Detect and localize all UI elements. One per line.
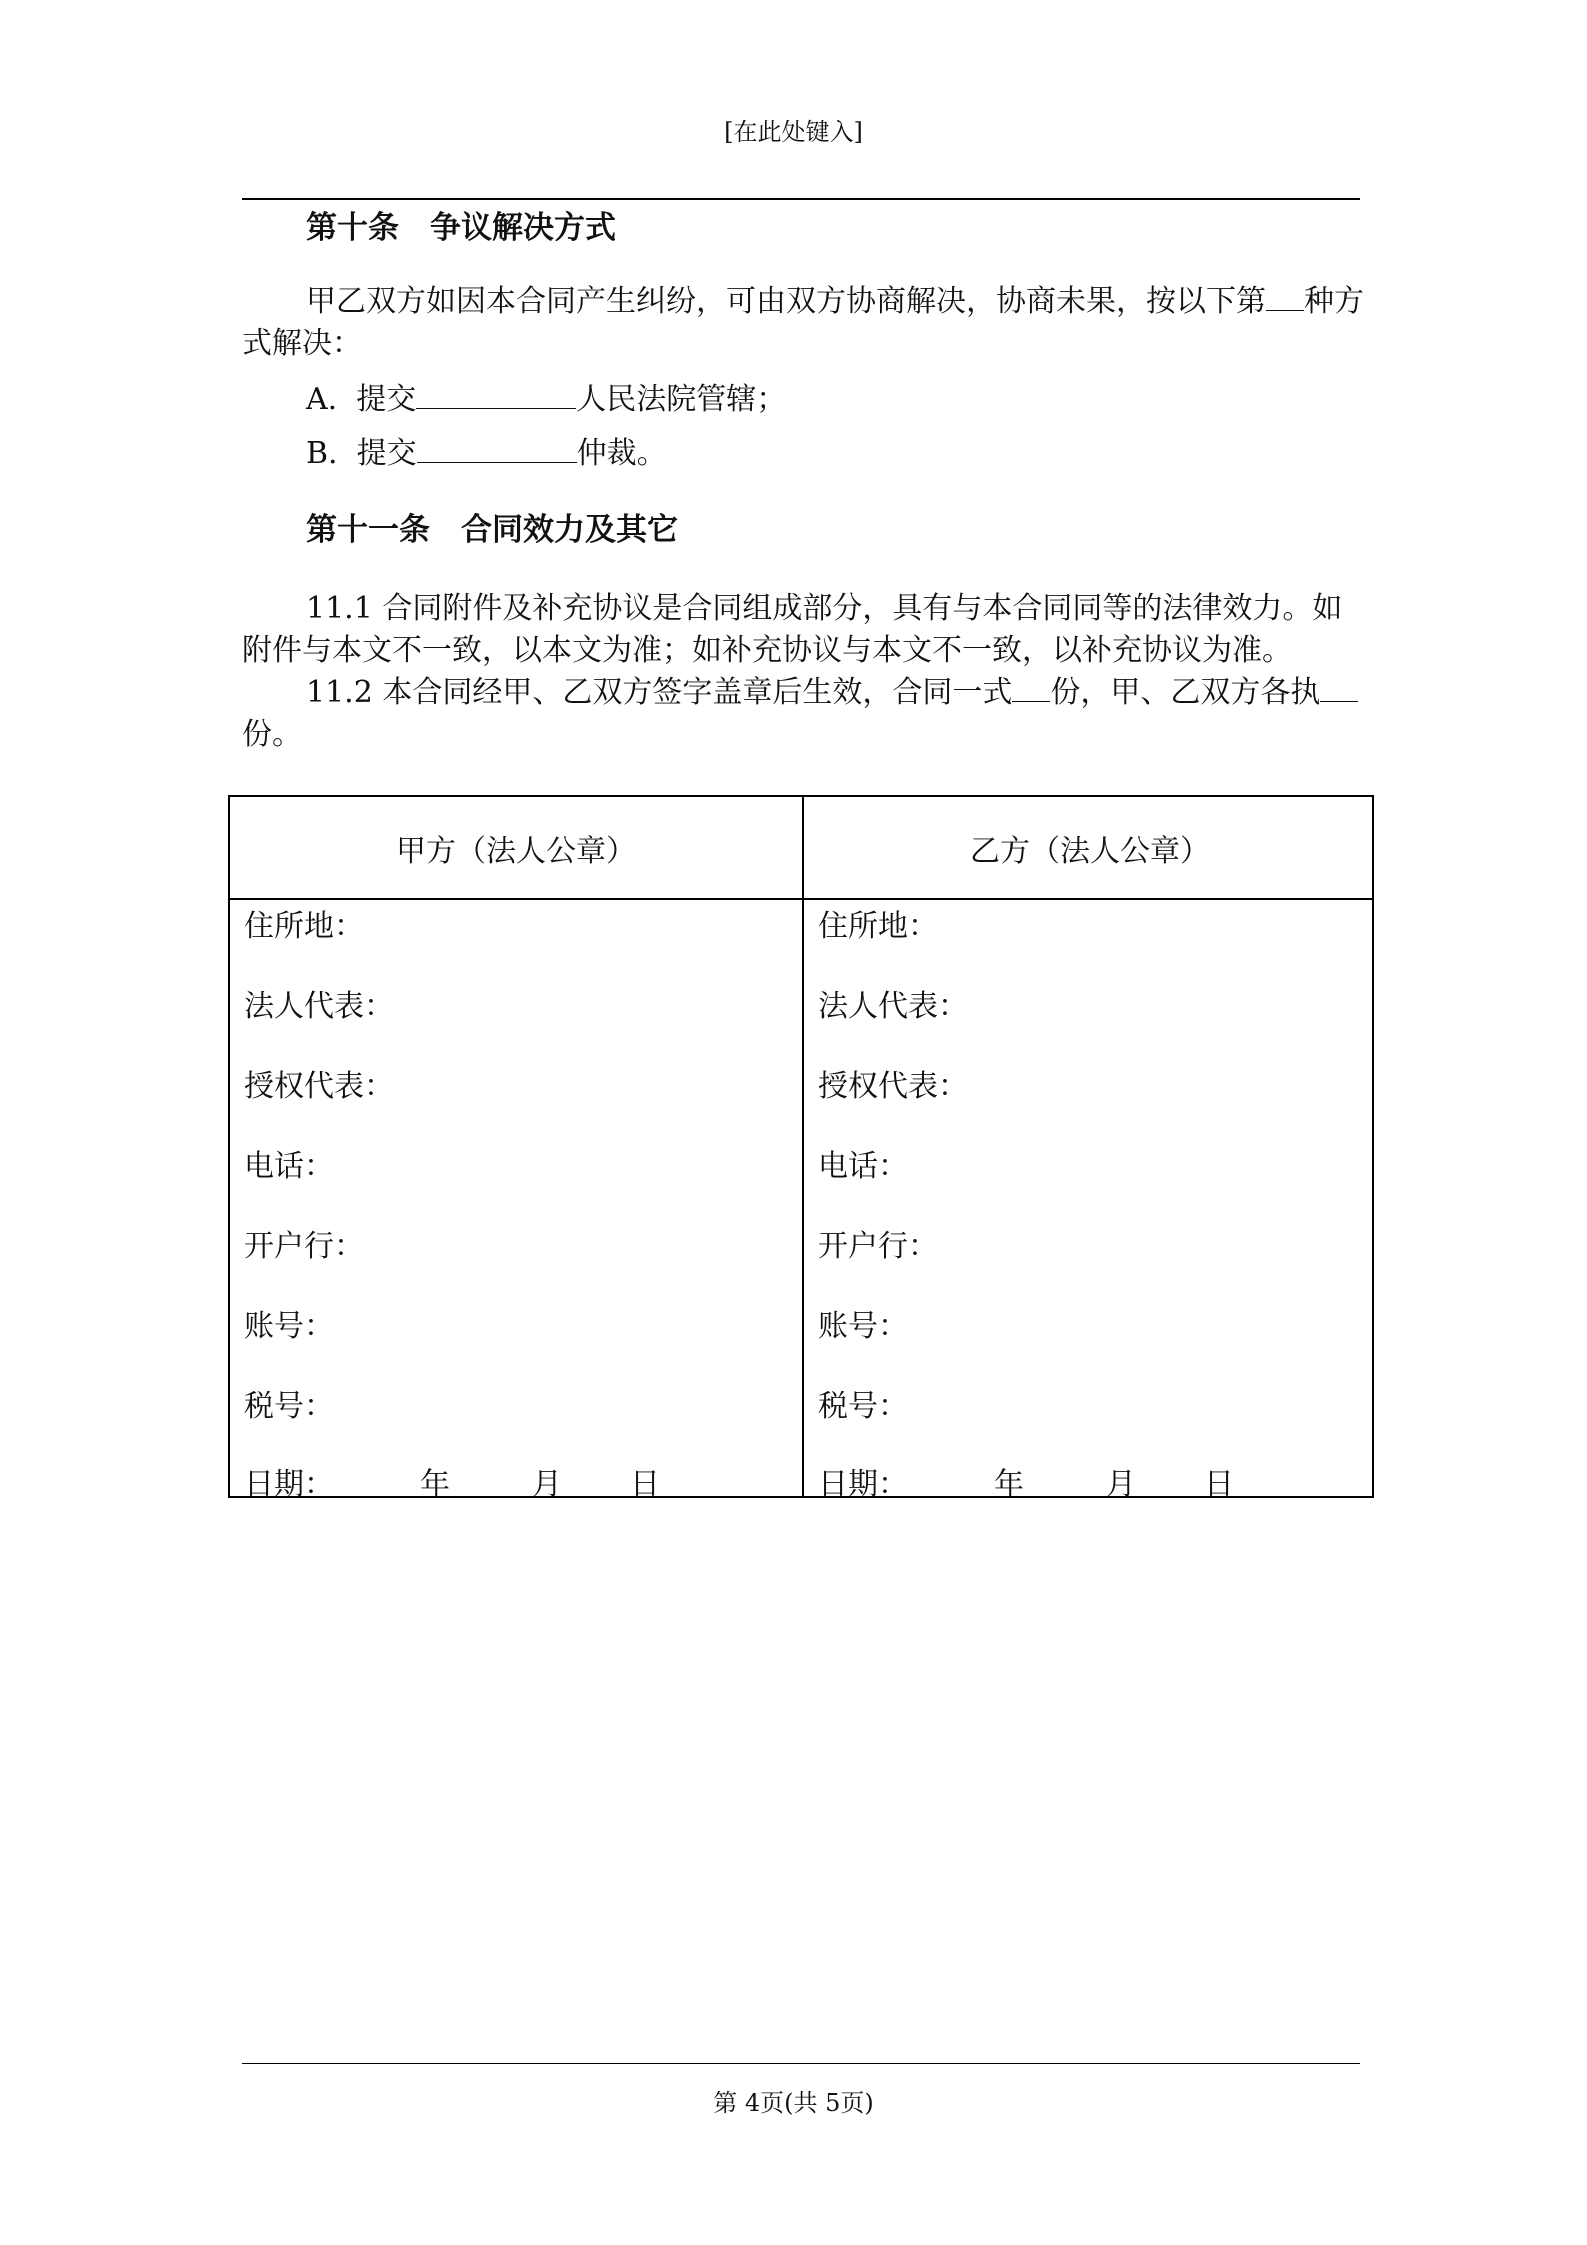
option-a [306,374,786,418]
party-a-day: 日 [630,1467,660,1502]
party-a-month: 月 [532,1467,562,1502]
party-b-day: 日 [1204,1467,1234,1502]
page-footer: 第 4页(共 5页) [713,2089,874,2117]
clause-11-1: 11.1 合同附件及补充协议是合同组成部分，具有与本合同同等的法律效力。如附件与本文不一致，以本文为准；如补充协议与本文不一致，以补充协议为准。 [242,591,1343,668]
party-b-title: 乙方（法人公章） [970,833,1210,869]
option-b-prefix: B. 提交 [306,436,417,471]
article-10-body [242,281,1368,365]
party-b-year: 年 [994,1467,1024,1502]
party-a-tax-id-label: 税号： [244,1389,334,1424]
header-rule [242,198,1360,200]
party-b-date-row [818,1459,1234,1503]
article-11-title: 第十一条 合同效力及其它 [306,512,678,548]
party-a-phone-label: 电话： [244,1149,334,1184]
party-a-address-label: 住所地： [244,909,364,944]
party-a-bank-label: 开户行： [244,1229,364,1264]
clause-11-2 [242,672,1368,756]
party-b-column [804,797,1376,1502]
choice-blank[interactable] [1266,282,1304,311]
article-10-body-text: 甲乙双方如因本合同产生纠纷，可由双方协商解决，协商未果，按以下第 [306,284,1266,319]
party-b-month: 月 [1106,1467,1136,1502]
party-b-date-label: 日期： [818,1467,908,1502]
party-a-column [230,797,802,1502]
party-b-bank-label: 开户行： [818,1229,938,1264]
clause-11-2-part-c: 份。 [242,717,302,752]
party-a-authorized-rep-label: 授权代表： [244,1069,394,1104]
option-a-blank[interactable] [416,380,576,409]
clause-11-2-part-b: 份，甲、乙双方各执 [1050,675,1321,710]
copies-each-blank[interactable] [1320,673,1358,702]
copies-total-blank[interactable] [1012,673,1050,702]
option-b-blank[interactable] [417,434,577,463]
signature-table [228,795,1374,1502]
party-a-account-label: 账号： [244,1309,334,1344]
option-a-prefix: A. 提交 [306,382,417,417]
option-b [306,428,667,472]
party-a-date-label: 日期： [244,1467,334,1502]
party-a-year: 年 [420,1467,450,1502]
article-10-body-tail: 种方式解决： [242,284,1364,361]
party-a-legal-rep-label: 法人代表： [244,989,394,1024]
party-b-phone-label: 电话： [818,1149,908,1184]
party-b-tax-id-label: 税号： [818,1389,908,1424]
option-a-suffix: 人民法院管辖； [576,382,787,417]
party-a-date-row [244,1459,660,1503]
party-b-address-label: 住所地： [818,909,938,944]
footer-rule [242,2063,1360,2064]
party-b-authorized-rep-label: 授权代表： [818,1069,968,1104]
page-header: [在此处键入] [724,118,863,146]
option-b-suffix: 仲裁。 [576,436,667,471]
article-10-title: 第十条 争议解决方式 [306,210,616,246]
party-b-account-label: 账号： [818,1309,908,1344]
party-a-title: 甲方（法人公章） [396,833,636,869]
clause-11-2-part-a: 11.2 本合同经甲、乙双方签字盖章后生效，合同一式 [306,675,1013,710]
party-b-legal-rep-label: 法人代表： [818,989,968,1024]
